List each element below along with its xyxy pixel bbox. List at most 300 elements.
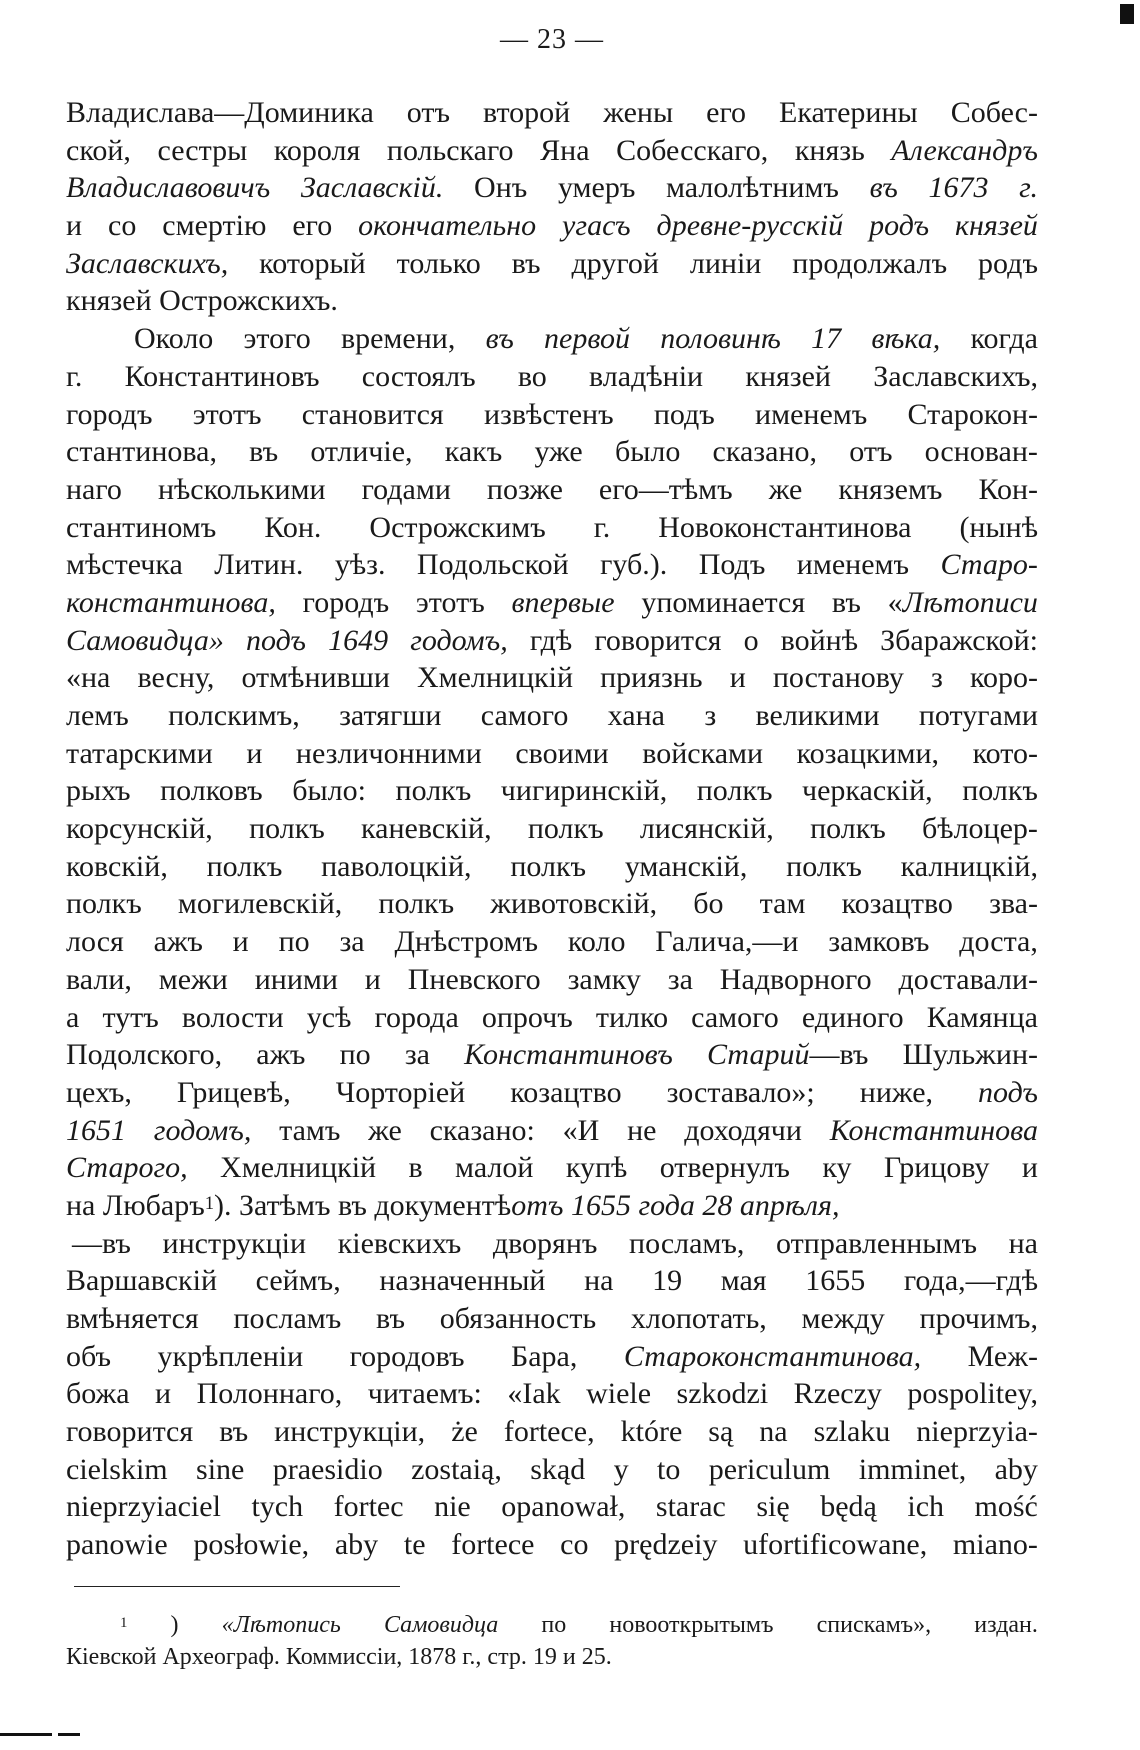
word: короля — [273, 133, 361, 167]
word-group — [814, 1413, 891, 1451]
word-group — [603, 94, 673, 132]
word: а — [66, 1000, 80, 1034]
word-group — [510, 848, 586, 886]
word: великими — [755, 699, 880, 732]
word-group — [155, 1375, 171, 1413]
word-group — [792, 245, 947, 283]
word: Литин. — [214, 548, 304, 582]
word: хана — [607, 699, 665, 732]
word-group — [704, 697, 716, 735]
word-group — [341, 320, 455, 358]
word-group — [504, 1413, 595, 1451]
word: становится — [301, 397, 444, 431]
word-group — [919, 697, 1038, 735]
word: въ — [869, 171, 898, 205]
word: «И — [562, 1113, 600, 1147]
word-group — [860, 1074, 933, 1112]
word: się — [756, 1490, 790, 1524]
text-line — [66, 1526, 1038, 1564]
word-group — [196, 1451, 244, 1489]
word: и — [155, 1377, 172, 1411]
word: опрочъ — [481, 1000, 573, 1034]
text-line — [66, 433, 1038, 471]
word-group — [776, 1225, 977, 1263]
word: между — [801, 1302, 885, 1335]
word-group — [178, 885, 342, 923]
word-group — [931, 659, 943, 697]
word-group — [396, 772, 472, 810]
word-group — [490, 885, 657, 923]
word-group — [779, 94, 918, 132]
word: Кон- — [978, 472, 1038, 506]
word-group — [888, 584, 1038, 622]
scan-edge-mark-top-right — [1120, 4, 1134, 24]
word-group — [955, 207, 1038, 245]
word: Старий — [706, 1038, 810, 1072]
word-group — [811, 320, 841, 358]
text-line — [66, 396, 1038, 434]
word-group — [246, 622, 306, 660]
word-group — [481, 697, 569, 735]
word-group — [568, 923, 626, 961]
scan-edge-mark-bottom-left-2 — [58, 1733, 80, 1736]
word-group — [66, 961, 132, 999]
word-group — [72, 1225, 131, 1263]
word: чигиринскій, — [500, 774, 668, 808]
word: Подъ — [698, 548, 766, 582]
word-group — [794, 1375, 882, 1413]
word-group — [743, 1526, 927, 1564]
word-group — [66, 999, 79, 1037]
word-group — [66, 1149, 188, 1187]
word-group — [951, 94, 1038, 132]
word-group — [599, 471, 733, 509]
word-group — [207, 848, 283, 886]
word-group — [916, 1413, 1038, 1451]
word: które — [620, 1415, 683, 1449]
text-line — [66, 207, 1038, 245]
word: черкаскій, — [802, 774, 933, 808]
word-group — [162, 207, 266, 245]
word-group — [177, 1074, 291, 1112]
word-group — [474, 169, 527, 207]
word: хлопотать, — [630, 1302, 767, 1335]
text-line — [66, 1338, 1038, 1376]
word: божа — [66, 1377, 130, 1411]
word-group — [66, 772, 131, 810]
word: że — [451, 1415, 478, 1449]
word: по — [541, 1611, 567, 1638]
word-group — [820, 1488, 877, 1526]
word: —въ — [809, 1038, 869, 1072]
word-group — [713, 433, 817, 471]
word: aby — [334, 1528, 379, 1562]
word-group — [233, 923, 249, 961]
word-group — [810, 810, 886, 848]
word-group — [691, 999, 779, 1037]
word-group — [336, 1074, 466, 1112]
word-group — [515, 735, 608, 773]
word: рыхъ — [66, 774, 131, 808]
word-group — [66, 396, 152, 434]
word: извѣстенъ — [483, 397, 614, 431]
word-group — [600, 546, 667, 584]
word-group — [66, 885, 142, 923]
word: годомъ, — [153, 1113, 252, 1147]
word: отъ — [849, 435, 893, 469]
word-group — [940, 546, 1037, 584]
word: szkodzi — [676, 1377, 769, 1411]
word-group — [978, 1074, 1038, 1112]
word-group — [629, 1225, 744, 1263]
word: Пневского — [407, 962, 541, 996]
word-group — [154, 1112, 252, 1150]
word: посламъ, — [629, 1226, 745, 1260]
word: з — [704, 699, 717, 732]
word-group — [558, 169, 635, 207]
word: Александръ — [891, 133, 1038, 167]
word-group — [493, 1225, 598, 1263]
word-group — [339, 923, 364, 961]
word-group — [340, 1036, 371, 1074]
word-group — [158, 132, 248, 170]
word-group — [655, 923, 798, 961]
word: говорится — [594, 623, 722, 657]
word: въ — [485, 322, 514, 356]
word: полкъ — [395, 774, 472, 808]
word-group — [409, 1149, 423, 1187]
word: отъ 1655 года 28 апрѣля, — [511, 1188, 840, 1222]
word: Меж- — [967, 1339, 1038, 1373]
text-line — [66, 584, 1038, 622]
word: паволоцкій, — [321, 849, 472, 883]
word-group — [510, 1074, 621, 1112]
word: впервые — [511, 585, 615, 619]
word: князей Острожскихъ. — [66, 284, 338, 318]
word: Заславскихъ, — [66, 246, 229, 280]
word: ку — [822, 1151, 852, 1185]
word: смертію — [162, 209, 267, 243]
word: именемъ — [755, 397, 868, 431]
word: полкъ — [510, 849, 587, 883]
word-group — [66, 433, 217, 471]
word: te — [403, 1528, 426, 1562]
word: затягши — [339, 699, 442, 732]
word: же — [768, 472, 803, 506]
word-group — [455, 1149, 533, 1187]
text-line — [66, 546, 1038, 584]
word-group — [880, 622, 1038, 660]
word: нѣсколькими — [157, 472, 326, 506]
text-line — [66, 1225, 1038, 1263]
word: новооткрытымъ — [609, 1611, 774, 1638]
word-group — [296, 735, 482, 773]
word: приязнь — [600, 661, 703, 695]
word-group — [608, 697, 665, 735]
text-line — [66, 848, 1038, 886]
word-group — [657, 207, 844, 245]
word: окончательно — [358, 209, 537, 243]
word: вѣка, — [871, 322, 941, 356]
word: было — [614, 435, 681, 469]
word-group — [621, 1413, 683, 1451]
word-group — [321, 848, 471, 886]
word-group — [66, 471, 122, 509]
word-group — [871, 320, 940, 358]
word-group — [259, 245, 366, 283]
word: wiele — [586, 1377, 652, 1411]
word-group — [338, 1225, 462, 1263]
word: животовскій, — [490, 887, 658, 921]
word-group — [901, 848, 1038, 886]
word-group — [507, 1375, 560, 1413]
word: полкъ — [696, 774, 773, 808]
word: другой — [571, 246, 659, 280]
word-group — [973, 735, 1038, 773]
word-group — [182, 999, 284, 1037]
word: полскимъ, — [168, 699, 300, 732]
word-group — [405, 1036, 430, 1074]
word-group — [334, 1488, 404, 1526]
word-group — [511, 1338, 577, 1376]
word-group — [361, 810, 492, 848]
word: там — [759, 887, 806, 921]
word: доходячи — [684, 1113, 802, 1147]
word: этого — [243, 322, 311, 356]
word-group — [697, 772, 773, 810]
word-group — [440, 1300, 596, 1338]
word-group — [518, 358, 547, 396]
text-line — [66, 1074, 1038, 1112]
word: и — [246, 736, 263, 770]
word: было: — [292, 774, 366, 808]
text-line — [66, 1112, 1038, 1150]
word: только — [396, 246, 481, 280]
text-line — [66, 735, 1038, 773]
word: посламъ — [233, 1302, 342, 1335]
word: полковъ — [160, 774, 263, 808]
word: Хмелницкій — [220, 1151, 377, 1185]
word-group — [929, 169, 989, 207]
word: своими — [515, 736, 609, 770]
text-line — [66, 772, 1038, 810]
word: уманскій, — [624, 849, 748, 883]
word-group — [627, 1112, 656, 1150]
word: уѣз. — [334, 548, 386, 582]
word-group — [249, 433, 278, 471]
word: малой — [455, 1151, 534, 1185]
text-line — [66, 132, 1038, 170]
word: княземъ — [838, 472, 943, 506]
word: его — [292, 209, 333, 243]
word-group — [241, 659, 389, 697]
word-group — [528, 810, 604, 848]
word: половинѣ — [660, 322, 781, 356]
word: fortece — [451, 1528, 535, 1562]
word-group — [641, 584, 805, 622]
word: города — [374, 1000, 459, 1034]
word: польскаго — [386, 133, 514, 167]
word: nieprzyia- — [916, 1415, 1038, 1449]
word: starac — [655, 1490, 726, 1524]
word: praesidio — [272, 1452, 383, 1486]
word-group — [362, 358, 476, 396]
word-group — [66, 584, 276, 622]
word-group — [706, 94, 746, 132]
word-group — [802, 772, 933, 810]
word: opanował, — [501, 1490, 626, 1524]
word: лемъ — [66, 699, 129, 732]
word: обязанность — [439, 1302, 597, 1335]
word-group — [654, 396, 715, 434]
word: князь — [794, 133, 865, 167]
word-group — [335, 546, 386, 584]
word-group — [66, 207, 82, 245]
word: бо — [693, 887, 724, 921]
word: годами — [361, 472, 451, 506]
word: Лѣтописи — [902, 585, 1038, 619]
text-line — [66, 923, 1038, 961]
text-line — [66, 622, 1038, 660]
word: сеймъ, — [255, 1264, 341, 1298]
word: ниже, — [859, 1075, 934, 1109]
word: состоялъ — [361, 359, 476, 393]
text-line — [66, 1262, 1038, 1300]
text-line — [66, 358, 1038, 396]
word-group — [720, 961, 872, 999]
word-group — [756, 697, 880, 735]
word: ской, — [66, 133, 131, 167]
word: Заславскій. — [300, 171, 444, 205]
word-group — [134, 320, 213, 358]
word: каневскій, — [361, 812, 492, 846]
word: угасъ — [562, 209, 631, 243]
word: основан- — [924, 435, 1038, 469]
word-group — [273, 1451, 383, 1489]
word-group — [677, 1375, 769, 1413]
word: и — [364, 962, 381, 996]
word-group — [568, 961, 641, 999]
word: дворянъ — [492, 1226, 598, 1260]
word: sine — [196, 1452, 245, 1486]
word-group — [989, 885, 1038, 923]
text-line — [66, 1451, 1038, 1489]
word-group — [434, 1488, 471, 1526]
word: ufortificowane, — [743, 1528, 928, 1562]
word-group — [66, 132, 131, 170]
word-group — [805, 1262, 865, 1300]
word-group — [197, 1375, 343, 1413]
word: г. — [66, 359, 83, 393]
word: и — [66, 209, 83, 243]
word-group — [563, 1112, 600, 1150]
word-group — [594, 509, 610, 547]
word: mość — [974, 1490, 1038, 1524]
word-group — [339, 697, 441, 735]
word: Яна — [540, 133, 590, 167]
word-group — [666, 169, 839, 207]
word: г. — [1019, 171, 1038, 205]
word-group — [656, 1488, 726, 1526]
word-group — [384, 1609, 498, 1641]
word: imminet, — [858, 1452, 967, 1486]
word: кото- — [972, 736, 1038, 770]
word-group — [301, 169, 443, 207]
word-group — [614, 1451, 629, 1489]
word-group — [66, 1413, 193, 1451]
word: наго — [66, 472, 122, 506]
word: древне-русскій — [656, 209, 844, 243]
word-group — [66, 1112, 126, 1150]
footnote-marker: 1 — [120, 1614, 128, 1631]
word-group — [709, 1451, 831, 1489]
word: мѣстечка — [66, 548, 183, 582]
word: Онъ — [474, 171, 528, 205]
word: первой — [544, 322, 630, 356]
word-group — [66, 245, 228, 283]
word-group — [66, 810, 213, 848]
word-group — [256, 1036, 305, 1074]
word-group — [378, 885, 454, 923]
word: Варшавскій — [66, 1264, 218, 1298]
word-group — [66, 1451, 168, 1489]
word: na — [759, 1415, 788, 1449]
word: szlaku — [813, 1415, 891, 1449]
word: замковъ — [828, 925, 930, 959]
word-group — [451, 1526, 534, 1564]
word-group — [978, 471, 1038, 509]
word-group — [907, 1375, 1038, 1413]
word: во — [517, 359, 547, 393]
word-group — [66, 1036, 222, 1074]
word-group — [828, 923, 929, 961]
scan-edge-mark-bottom-left — [0, 1733, 52, 1736]
word: Константиновъ — [124, 359, 320, 393]
word: skąd — [530, 1452, 586, 1486]
word-group — [292, 772, 366, 810]
word-group — [870, 169, 898, 207]
word-group — [66, 1300, 199, 1338]
word-group — [66, 659, 110, 697]
word-group — [759, 1413, 787, 1451]
word-group — [615, 433, 680, 471]
word: коро- — [969, 661, 1038, 695]
word: спискамъ», — [816, 1611, 932, 1638]
word: panowie — [66, 1528, 168, 1562]
word: cielskim — [66, 1452, 168, 1486]
word-group — [379, 1262, 545, 1300]
word-group — [214, 546, 303, 584]
word-group — [995, 1451, 1038, 1489]
word-group — [802, 1300, 885, 1338]
word-group — [246, 735, 262, 773]
word: полкъ — [810, 812, 886, 846]
word: со — [108, 209, 137, 243]
word: владѣніи — [589, 359, 704, 393]
word: będą — [820, 1490, 877, 1524]
word-group — [631, 1300, 767, 1338]
word-group — [699, 546, 766, 584]
word: Владиславовичъ — [66, 171, 271, 205]
word-group — [849, 433, 892, 471]
word-group — [530, 1451, 585, 1489]
word-group — [407, 94, 450, 132]
word: fortece, — [503, 1415, 595, 1449]
word-group — [667, 1074, 815, 1112]
word: 1651 — [66, 1113, 126, 1147]
word: Старо- — [940, 548, 1038, 582]
word: инструкціи, — [274, 1415, 426, 1449]
